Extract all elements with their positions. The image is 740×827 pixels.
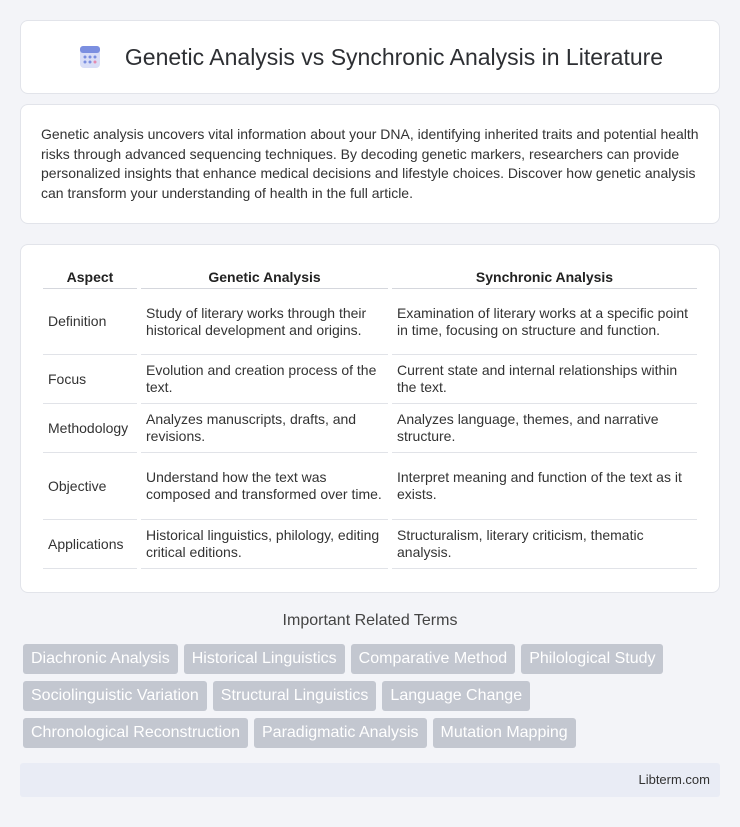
header-card [20, 20, 720, 94]
footer [20, 763, 720, 797]
row-genetic: Evolution and creation process of the text. [139, 355, 390, 404]
related-term-tag[interactable]: Structural Linguistics [213, 681, 377, 711]
related-term-tag[interactable]: Diachronic Analysis [23, 644, 178, 674]
row-genetic: Historical linguistics, philology, editing critical editions. [139, 520, 390, 569]
intro-text: Genetic analysis uncovers vital information about your DNA, identifying inherited traits and potential health risks through advanced sequencing techniques. By decoding genetic markers, researchers can provide personalized insights that enhance medical decisions and lifestyle choices. Discover how genetic analysis can transform your understanding of health in the full article. [41, 126, 699, 201]
row-genetic: Understand how the text was composed and transformed over time. [139, 453, 390, 520]
row-aspect: Definition [43, 289, 139, 355]
related-terms-heading: Important Related Terms [282, 612, 458, 629]
header-aspect: Aspect [43, 265, 139, 289]
related-term-tag[interactable]: Comparative Method [351, 644, 516, 674]
row-aspect: Objective [43, 453, 139, 520]
table-row [43, 289, 697, 355]
row-aspect: Applications [43, 520, 139, 569]
row-synchronic: Interpret meaning and function of the text as it exists. [390, 453, 697, 520]
related-term-tag[interactable]: Philological Study [521, 644, 663, 674]
related-term-tag[interactable]: Mutation Mapping [433, 718, 576, 748]
table-row [43, 453, 697, 520]
page-title: Genetic Analysis vs Synchronic Analysis in Literature [124, 43, 664, 70]
related-terms-section [20, 612, 720, 748]
row-genetic: Study of literary works through their historical development and origins. [139, 289, 390, 355]
table-row [43, 404, 697, 453]
row-synchronic: Examination of literary works at a specific point in time, focusing on structure and function. [390, 289, 697, 355]
related-term-tag[interactable]: Paradigmatic Analysis [254, 718, 427, 748]
row-synchronic: Structuralism, literary criticism, thematic analysis. [390, 520, 697, 569]
row-genetic: Analyzes manuscripts, drafts, and revisions. [139, 404, 390, 453]
related-terms-list [20, 644, 720, 748]
related-term-tag[interactable]: Language Change [382, 681, 530, 711]
row-aspect: Focus [43, 355, 139, 404]
table-row [43, 355, 697, 404]
intro-card [20, 104, 720, 224]
comparison-table-card [20, 244, 720, 593]
header-synchronic-analysis: Synchronic Analysis [390, 265, 697, 289]
comparison-table [43, 265, 697, 569]
related-term-tag[interactable]: Sociolinguistic Variation [23, 681, 207, 711]
row-synchronic: Analyzes language, themes, and narrative structure. [390, 404, 697, 453]
calculator-icon [77, 44, 103, 70]
table-header-row [43, 265, 697, 289]
footer-site-link[interactable]: Libterm.com [638, 772, 710, 787]
related-term-tag[interactable]: Chronological Reconstruction [23, 718, 248, 748]
header-genetic-analysis: Genetic Analysis [139, 265, 390, 289]
table-row [43, 520, 697, 569]
row-synchronic: Current state and internal relationships within the text. [390, 355, 697, 404]
related-term-tag[interactable]: Historical Linguistics [184, 644, 345, 674]
row-aspect: Methodology [43, 404, 139, 453]
